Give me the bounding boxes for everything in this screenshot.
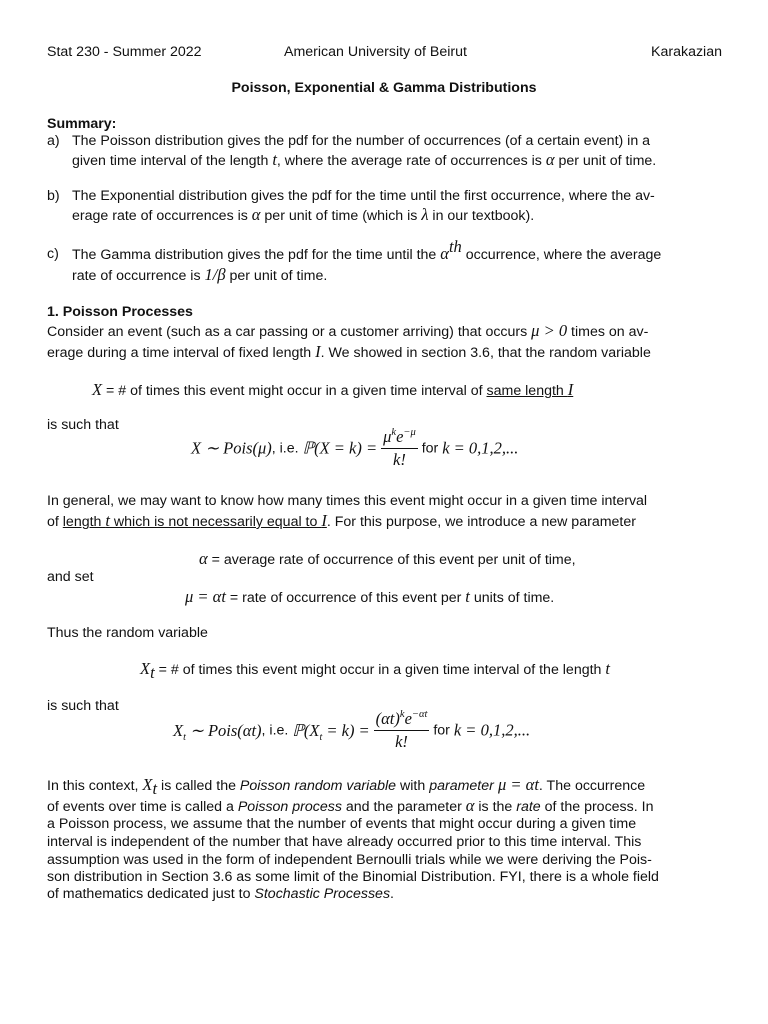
header-instructor: Karakazian xyxy=(651,44,722,60)
header-university: American University of Beirut xyxy=(284,44,467,60)
para3-line5: assumption was used in the form of independent Bernoulli trials while we were deriving the Pois- xyxy=(47,852,652,868)
equation-poisson-process: $X_t$ ∼ Pois(αt), i.e. $ℙ(X_t = k)$ = $\frac{(\alpha t)^ke^{-\alpha t}}{k!}$ for k = 0,1,2,... xyxy=(173,709,531,751)
alpha-definition: α = average rate of occurrence of this event per unit of time, xyxy=(199,549,576,568)
summary-a-line1: The Poisson distribution gives the pdf for the number of occurrences (of a certain event) in a xyxy=(72,133,651,149)
summary-c-label: c) xyxy=(47,246,59,262)
para3-line3: a Poisson process, we assume that the number of events that might occur during a given time xyxy=(47,816,637,832)
definition-Xt: $X_t$ = # of times this event might occur in a given time interval of the length t xyxy=(140,659,610,682)
summary-c-line2: rate of occurrence is 1/β per unit of time. xyxy=(72,265,328,284)
para1-line2: erage during a time interval of fixed length I. We showed in section 3.6, that the random variable xyxy=(47,342,651,361)
para3-line4: interval is independent of the number that have already occurred prior to this time interval. This xyxy=(47,834,642,850)
para3-line7: of mathematics dedicated just to Stochastic Processes. xyxy=(47,886,394,902)
is-such-that-2: is such that xyxy=(47,698,119,714)
is-such-that-1: is such that xyxy=(47,417,119,433)
para3-line2: of events over time is called a Poisson process and the parameter α is the rate of the process. In xyxy=(47,796,654,815)
header-course: Stat 230 - Summer 2022 xyxy=(47,44,202,60)
definition-X: X = # of times this event might occur in a given time interval of same length I xyxy=(92,380,574,399)
section-heading: 1. Poisson Processes xyxy=(47,304,193,320)
para1-line1: Consider an event (such as a car passing or a customer arriving) that occurs μ > 0 times on av- xyxy=(47,321,649,340)
para3-line6: son distribution in Section 3.6 as some limit of the Binomial Distribution. FYI, there is a whole field xyxy=(47,869,659,885)
mu-definition: μ = αt = rate of occurrence of this event per t units of time. xyxy=(185,587,555,606)
and-set: and set xyxy=(47,569,94,585)
page-title: Poisson, Exponential & Gamma Distributions xyxy=(231,80,537,96)
fraction-poisson-process: $\frac{(\alpha t)^ke^{-\alpha t}}{k!}$ xyxy=(375,709,428,751)
equation-poisson: X ∼ Pois(μ), i.e. ℙ(X = k) = $\frac{\mu^ke^{-\mu}}{k!}$ for k = 0,1,2,... xyxy=(191,427,519,469)
summary-b-line2: erage rate of occurrences is α per unit of time (which is λ in our textbook). xyxy=(72,205,535,224)
summary-a-line2: given time interval of the length t, where the average rate of occurrences is α per unit of time. xyxy=(72,150,657,169)
para3-line1: In this context, $X_t$ is called the Poisson random variable with parameter μ = αt. The occurrence xyxy=(47,775,646,798)
summary-a-label: a) xyxy=(47,133,60,149)
thus-line: Thus the random variable xyxy=(47,625,208,641)
summary-c-line1: The Gamma distribution gives the pdf for the time until the $\alpha^{th}$ occurrence, where the average xyxy=(72,237,662,263)
fraction-poisson: $\frac{\mu^ke^{-\mu}}{k!}$ xyxy=(383,427,416,469)
summary-b-label: b) xyxy=(47,188,60,204)
para2-line2: of length t which is not necessarily equal to I. For this purpose, we introduce a new parameter xyxy=(47,511,636,530)
para2-line1: In general, we may want to know how many times this event might occur in a given time interval xyxy=(47,493,648,509)
summary-b-line1: The Exponential distribution gives the pdf for the time until the first occurrence, where the av- xyxy=(72,188,655,204)
summary-heading: Summary: xyxy=(47,116,117,132)
